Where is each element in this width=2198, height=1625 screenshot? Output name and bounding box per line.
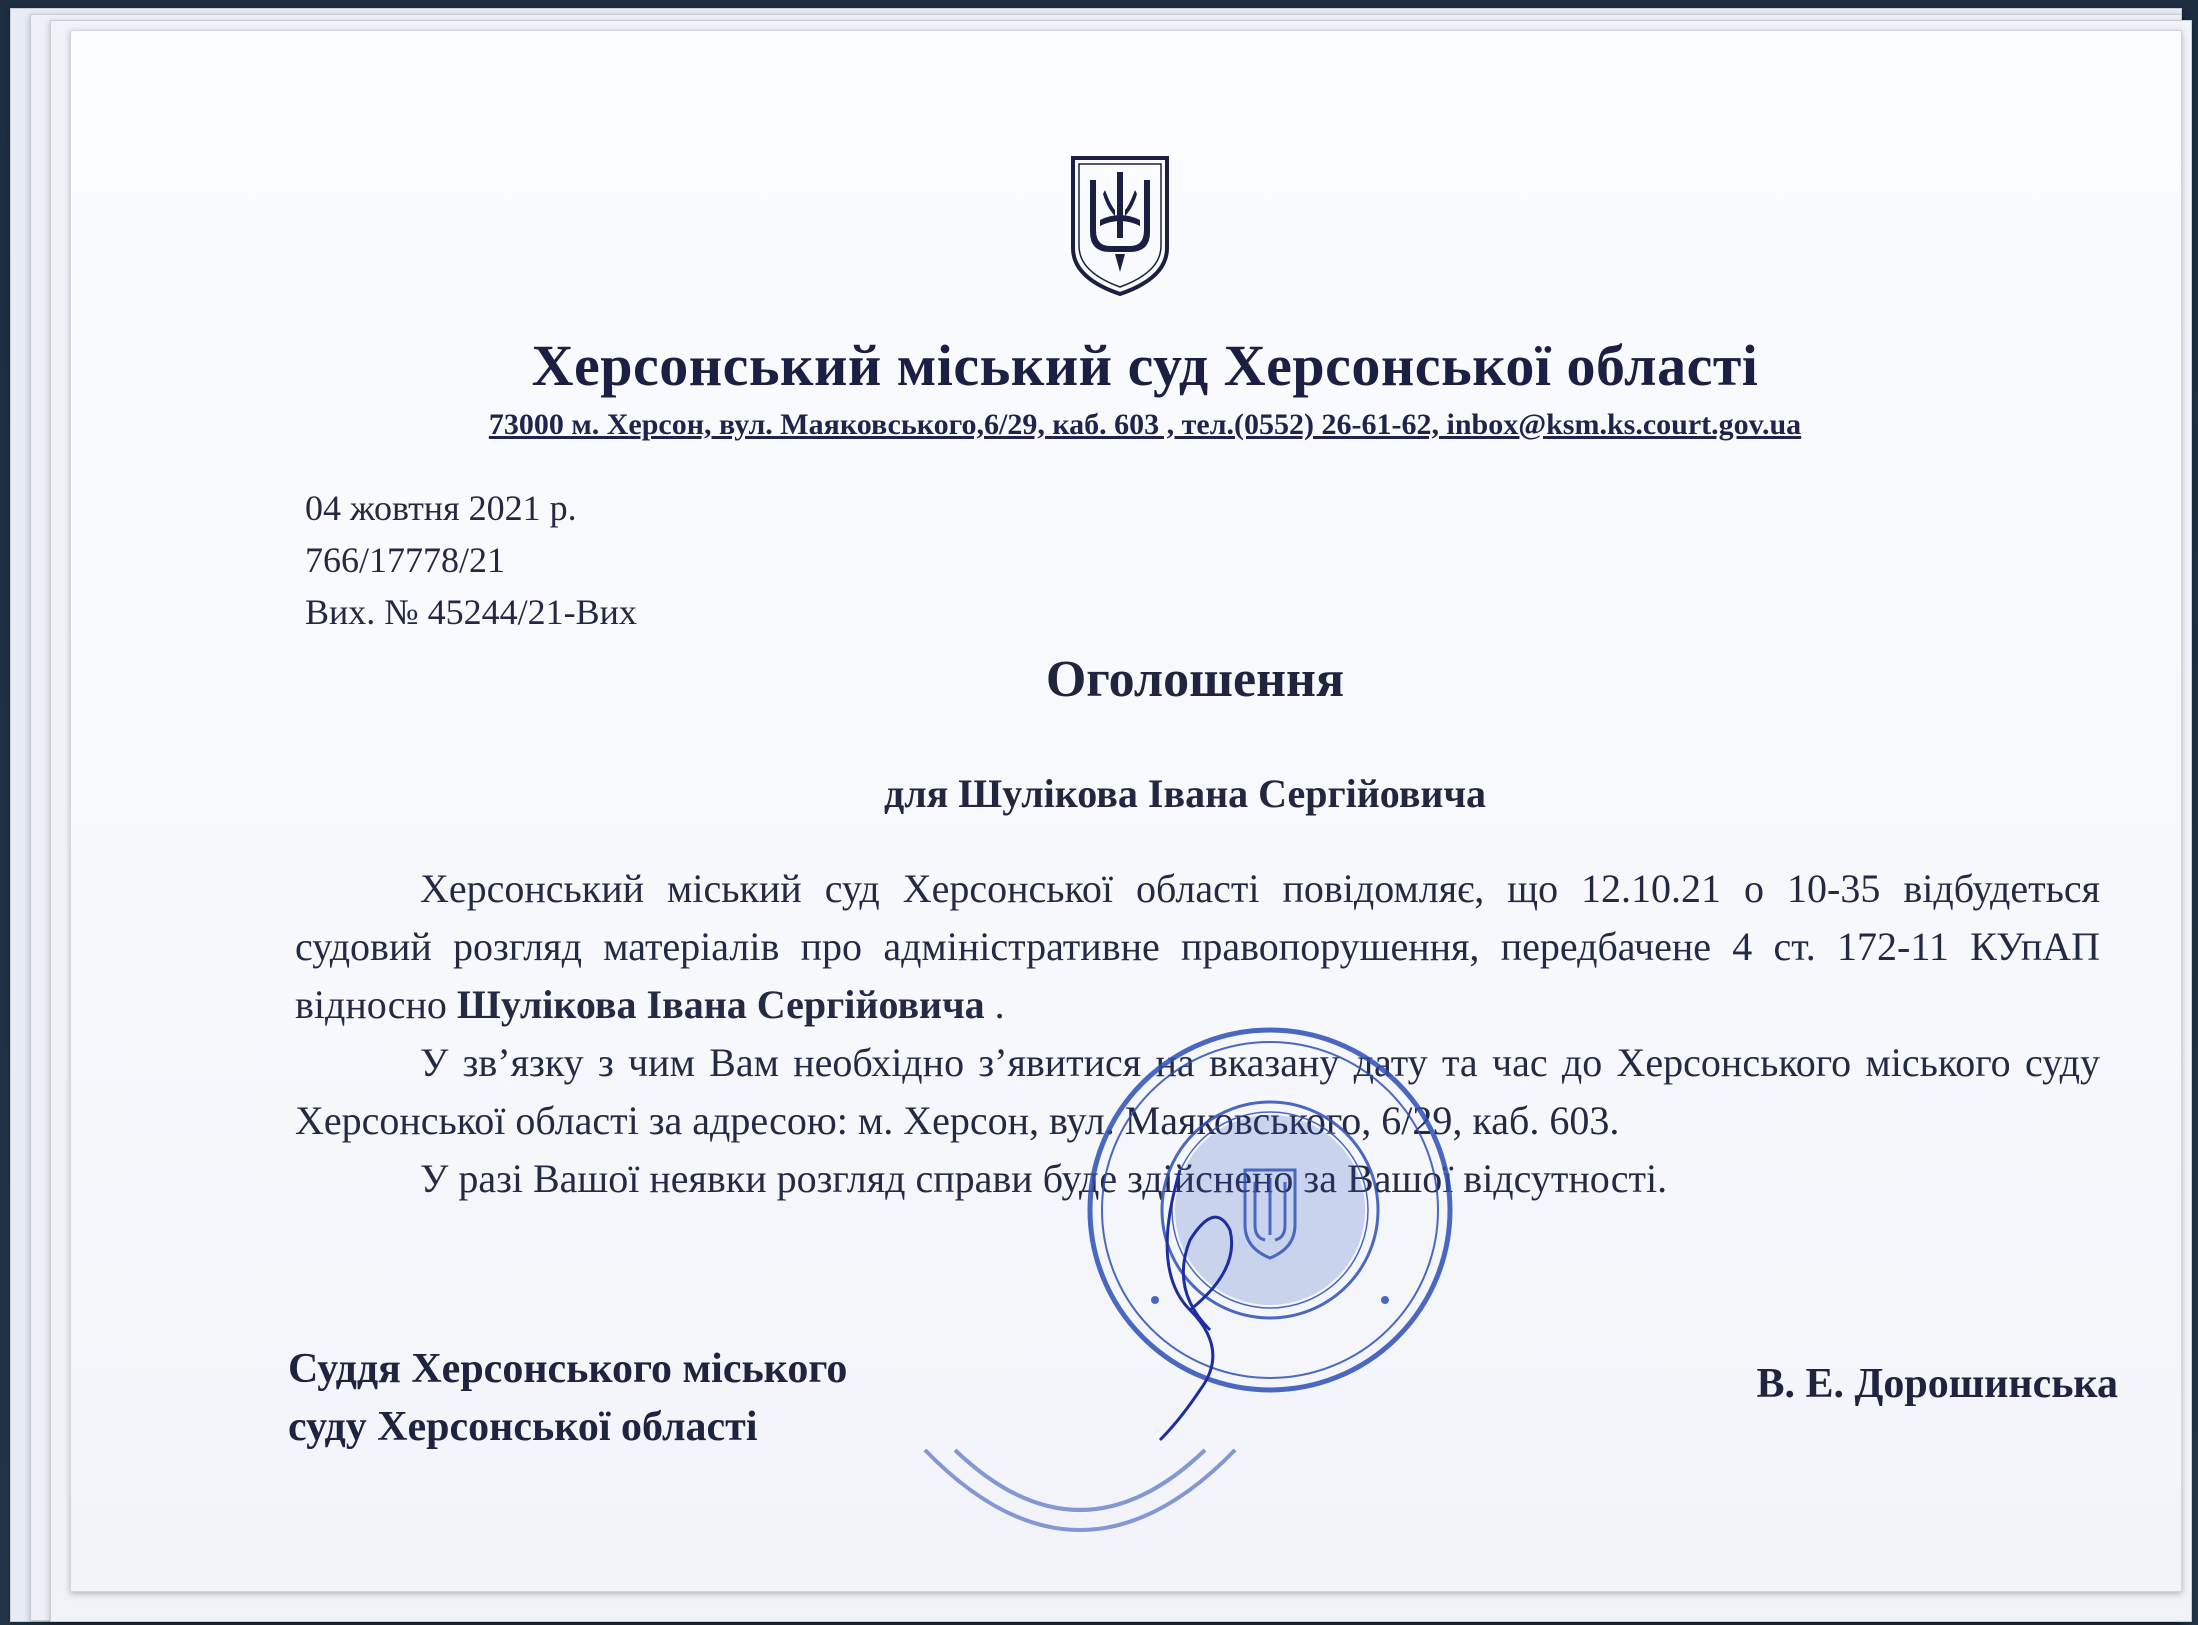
judge-position-line1: Суддя Херсонського міського [288, 1346, 848, 1392]
outgoing-number: Вих. № 45244/21-Вих [305, 592, 637, 632]
paragraph-absence: У разі Вашої неявки розгляд справи буде здійснено за Вашої відсутності. [420, 1156, 1668, 1201]
notice-recipient: для Шулікова Івана Сергійовича [883, 771, 1487, 816]
notice-title: Оголошення [1045, 651, 1345, 708]
document-date: 04 жовтня 2021 р. [305, 488, 577, 528]
handwritten-signature [1120, 1150, 1280, 1450]
defendant-name: Шулікова Івана Сергійовича [456, 982, 985, 1027]
court-address-line: 73000 м. Херсон, вул. Маяковського,6/29, каб. 603 , тел.(0552) 26-61-62, inbox@ksm.ks.court.gov.ua [488, 408, 1802, 441]
paragraph-summons: У зв’язку з чим Вам необхідно з’явитися на вказану дату та час до Херсонського міського суду Херсонської області за адресою: м. Херсон, вул. Маяковського, 6/29, каб. 603. [295, 1040, 2100, 1143]
judge-name: В. Е. Дорошинська [1756, 1361, 2118, 1407]
document-meta [305, 482, 637, 638]
paragraph-hearing-end: . [984, 982, 1005, 1027]
trident-emblem-icon [1065, 150, 1175, 298]
judge-position-line2: суду Херсонської області [288, 1404, 758, 1450]
case-number: 766/17778/21 [305, 540, 506, 580]
paragraph-hearing-text: Херсонський міський суд Херсонської області повідомляє, що 12.10.21 о 10-35 відбудеться судовий розгляд матеріалів про адміністративне правопорушення, передбачене 4 ст. 172-11 КУпАП відносно [295, 866, 2100, 1027]
partial-seal-stamp [915, 1440, 1245, 1570]
court-name-heading: Херсонський міський суд Херсонської області [531, 333, 1759, 398]
judge-position [288, 1340, 847, 1456]
paragraph-hearing [295, 860, 2100, 1034]
